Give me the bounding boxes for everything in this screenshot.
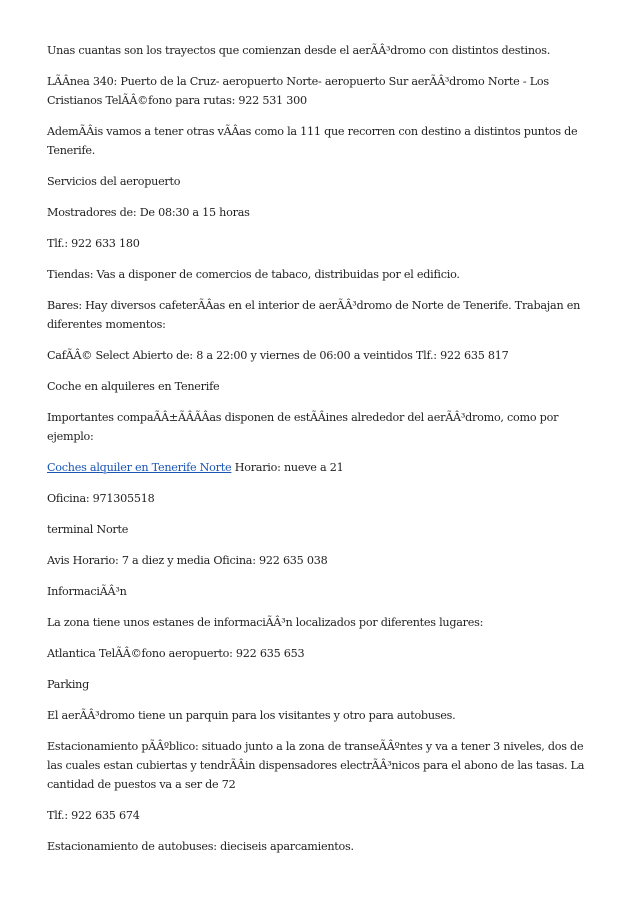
paragraph-bus-parking: Estacionamiento de autobuses: dieciseis aparcamientos. — [47, 840, 354, 853]
paragraph-shops: Tiendas: Vas a disponer de comercios de tabaco, distribuidas por el edificio. — [47, 268, 460, 281]
paragraph-phone-counters: Tlf.: 922 633 180 — [47, 237, 140, 250]
paragraph-line-111: AdemÃÂis vamos a tener otras vÃÂas como la 111 que recorren con destino a distintos puntos de Tenerife. — [47, 125, 578, 157]
paragraph-terminal: terminal Norte — [47, 523, 129, 536]
document-body — [47, 41, 595, 868]
paragraph-intro: Unas cuantas son los trayectos que comienzan desde el aerÃÂ³dromo con distintos destinos. — [47, 44, 551, 57]
paragraph-line-340: LÃÂnea 340: Puerto de la Cruz- aeropuerto Norte- aeropuerto Sur aerÃÂ³dromo Norte - Los Cristianos TelÃÂ©fono para rutas: 922 531 300 — [47, 75, 549, 107]
heading-information: InformaciÃÂ³n — [47, 585, 127, 598]
rental-hours: Horario: nueve a 21 — [231, 461, 344, 474]
paragraph-rental-companies: Importantes compaÃÂ±ÃÂÃÂas disponen de estÃÂines alrededor del aerÃÂ³dromo, como por ejemplo: — [47, 411, 559, 443]
paragraph-atlantica: Atlantica TelÃÂ©fono aeropuerto: 922 635 653 — [47, 647, 305, 660]
paragraph-cafe-select: CafÃÂ© Select Abierto de: 8 a 22:00 y viernes de 06:00 a veintidos Tlf.: 922 635 817 — [47, 349, 509, 362]
heading-airport-services: Servicios del aeropuerto — [47, 175, 181, 188]
car-rental-link[interactable]: Coches alquiler en Tenerife Norte — [47, 461, 232, 474]
paragraph-counters: Mostradores de: De 08:30 a 15 horas — [47, 206, 250, 219]
paragraph-office: Oficina: 971305518 — [47, 492, 155, 505]
paragraph-public-parking: Estacionamiento pÃÂºblico: situado junto a la zona de transeÃÂºntes y va a tener 3 niveles, dos de las cuales estan cubiertas y tendrÃÂin dispensadores electrÃÂ³nicos para el abono de las tasas. La cantidad de puestos va a ser de 72 — [47, 740, 585, 791]
paragraph-info-stands: La zona tiene unos estanes de informaciÃÂ³n localizados por diferentes lugares: — [47, 616, 484, 629]
heading-car-rental: Coche en alquileres en Tenerife — [47, 380, 220, 393]
heading-parking: Parking — [47, 678, 90, 691]
paragraph-parking-phone: Tlf.: 922 635 674 — [47, 809, 140, 822]
paragraph-parking-overview: El aerÃÂ³dromo tiene un parquin para los visitantes y otro para autobuses. — [47, 709, 456, 722]
paragraph-avis: Avis Horario: 7 a diez y media Oficina: 922 635 038 — [47, 554, 328, 567]
paragraph-bars: Bares: Hay diversos cafeterÃÂas en el interior de aerÃÂ³dromo de Norte de Tenerife. Trabajan en diferentes momentos: — [47, 299, 581, 331]
paragraph-rental-link — [47, 458, 595, 477]
